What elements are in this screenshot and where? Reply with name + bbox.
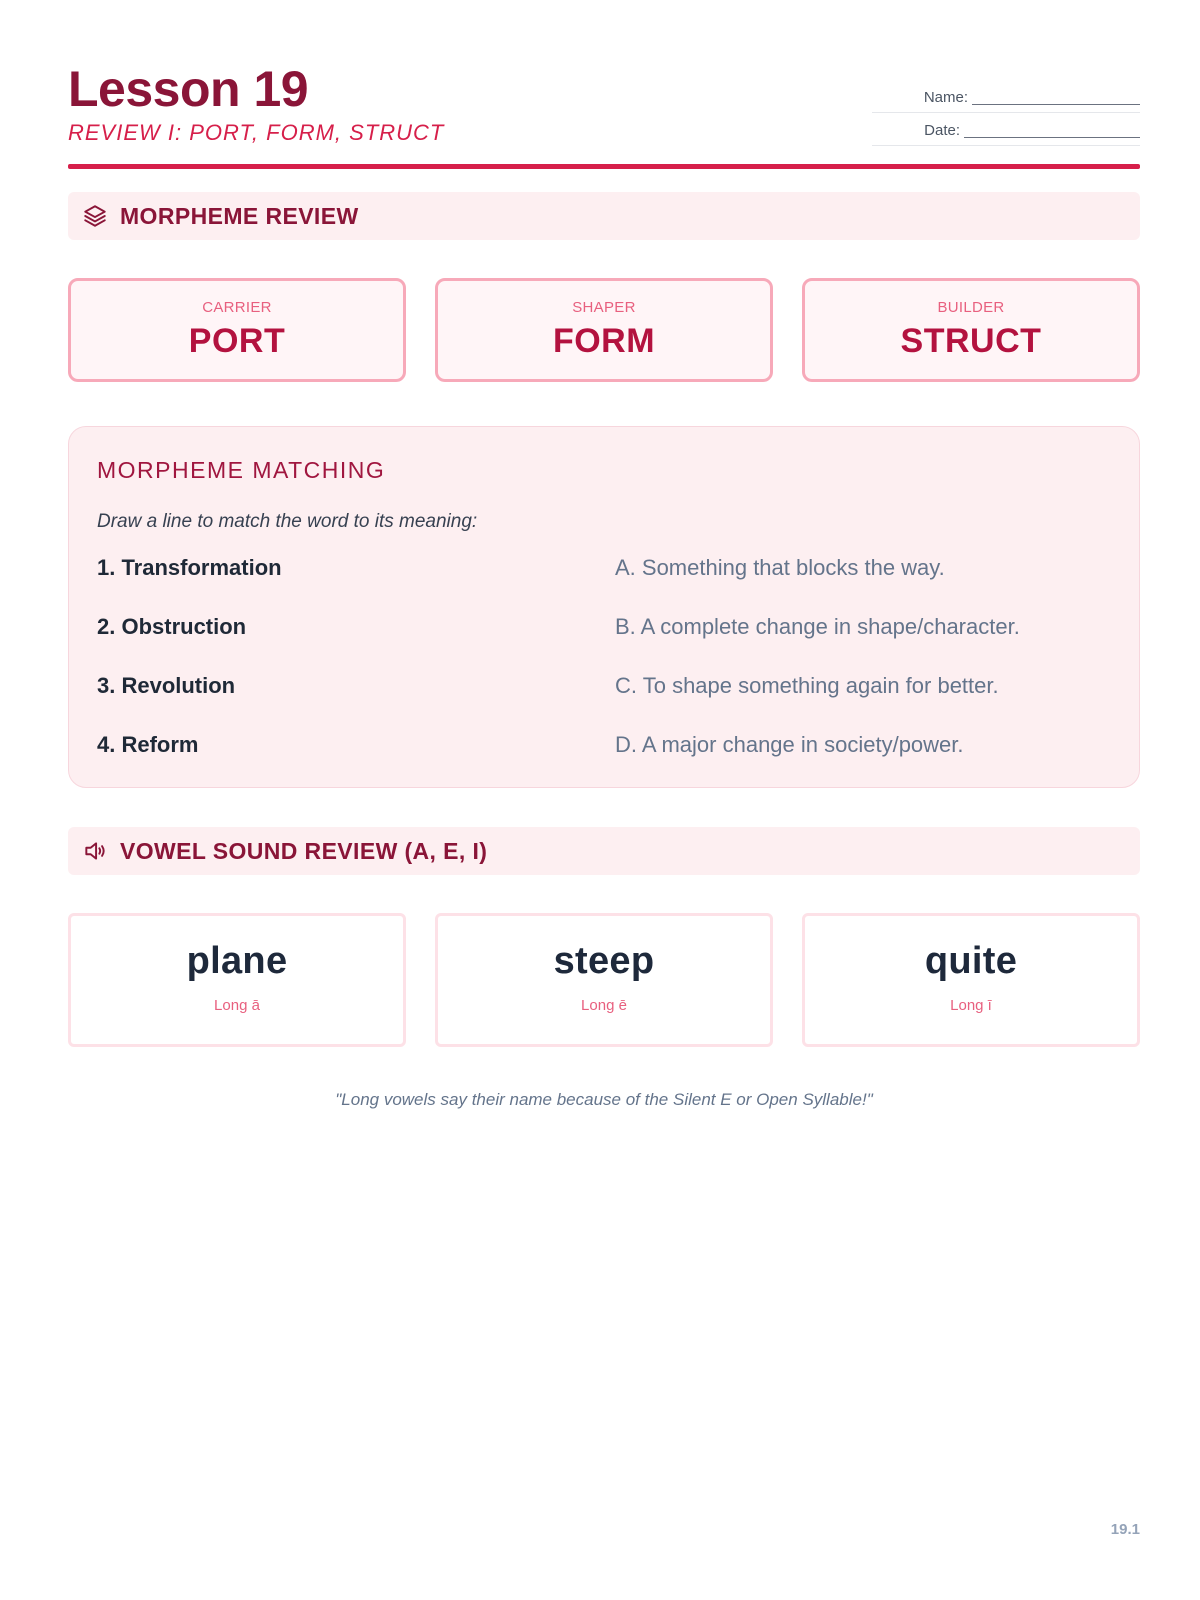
morpheme-root: PORT: [188, 322, 286, 360]
vowel-word: plane: [186, 940, 288, 982]
vowel-sound: Long ē: [581, 997, 627, 1014]
morpheme-cards: [68, 278, 1140, 382]
morpheme-card-port: [68, 278, 406, 382]
header-divider: [68, 164, 1140, 169]
lesson-subtitle: REVIEW I: PORT, FORM, STRUCT: [68, 120, 445, 145]
match-meaning[interactable]: C. To shape something again for better.: [615, 673, 999, 698]
vowel-word: quite: [924, 940, 1018, 982]
morpheme-root: STRUCT: [900, 322, 1042, 360]
morpheme-review-header: [68, 192, 1140, 240]
match-meaning[interactable]: B. A complete change in shape/character.: [615, 614, 1020, 639]
match-row: [97, 732, 1107, 762]
vowel-tip-quote: "Long vowels say their name because of the Silent E or Open Syllable!": [335, 1090, 873, 1109]
speaker-icon: [82, 838, 108, 864]
match-row: [97, 555, 1107, 585]
match-row: [97, 673, 1107, 703]
morpheme-root: FORM: [552, 322, 656, 360]
match-word[interactable]: 1. Transformation: [97, 555, 282, 580]
morpheme-card-form: [435, 278, 773, 382]
morpheme-card-struct: [802, 278, 1140, 382]
name-field[interactable]: [872, 82, 1140, 113]
name-label: Name:: [923, 88, 968, 106]
match-meaning[interactable]: A. Something that blocks the way.: [615, 555, 945, 580]
page-number: 19.1: [1110, 1521, 1140, 1538]
vowel-card-plane: [68, 913, 406, 1047]
match-row: [97, 614, 1107, 644]
worksheet-page: [68, 60, 1140, 1109]
morpheme-role: CARRIER: [202, 299, 272, 316]
panel-instruction: Draw a line to match the word to its meaning:: [97, 511, 478, 532]
date-blank-line[interactable]: [964, 123, 1140, 138]
vowel-sound: Long ī: [950, 997, 992, 1014]
match-word[interactable]: 2. Obstruction: [97, 614, 247, 639]
vowel-sound: Long ā: [214, 997, 260, 1014]
vowel-card-quite: [802, 913, 1140, 1047]
vowel-card-steep: [435, 913, 773, 1047]
match-meaning[interactable]: D. A major change in society/power.: [615, 732, 964, 757]
vowel-cards: [68, 913, 1140, 1047]
morpheme-role: SHAPER: [572, 299, 636, 316]
match-word[interactable]: 3. Revolution: [97, 673, 236, 698]
page-header: [68, 60, 1140, 170]
section-heading: MORPHEME REVIEW: [120, 202, 359, 229]
section-heading: VOWEL SOUND REVIEW (A, E, I): [120, 837, 488, 864]
vowel-review-header: [68, 827, 1140, 875]
date-label: Date:: [924, 121, 960, 139]
morpheme-matching-panel: [68, 426, 1140, 788]
panel-title: MORPHEME MATCHING: [97, 457, 386, 483]
layers-icon: [82, 203, 108, 229]
name-date-block: [872, 82, 1140, 146]
match-word[interactable]: 4. Reform: [97, 732, 199, 757]
lesson-title: Lesson 19: [68, 61, 309, 117]
morpheme-role: BUILDER: [937, 299, 1005, 316]
name-blank-line[interactable]: [972, 90, 1140, 105]
vowel-word: steep: [553, 940, 655, 982]
date-field[interactable]: [872, 115, 1140, 146]
